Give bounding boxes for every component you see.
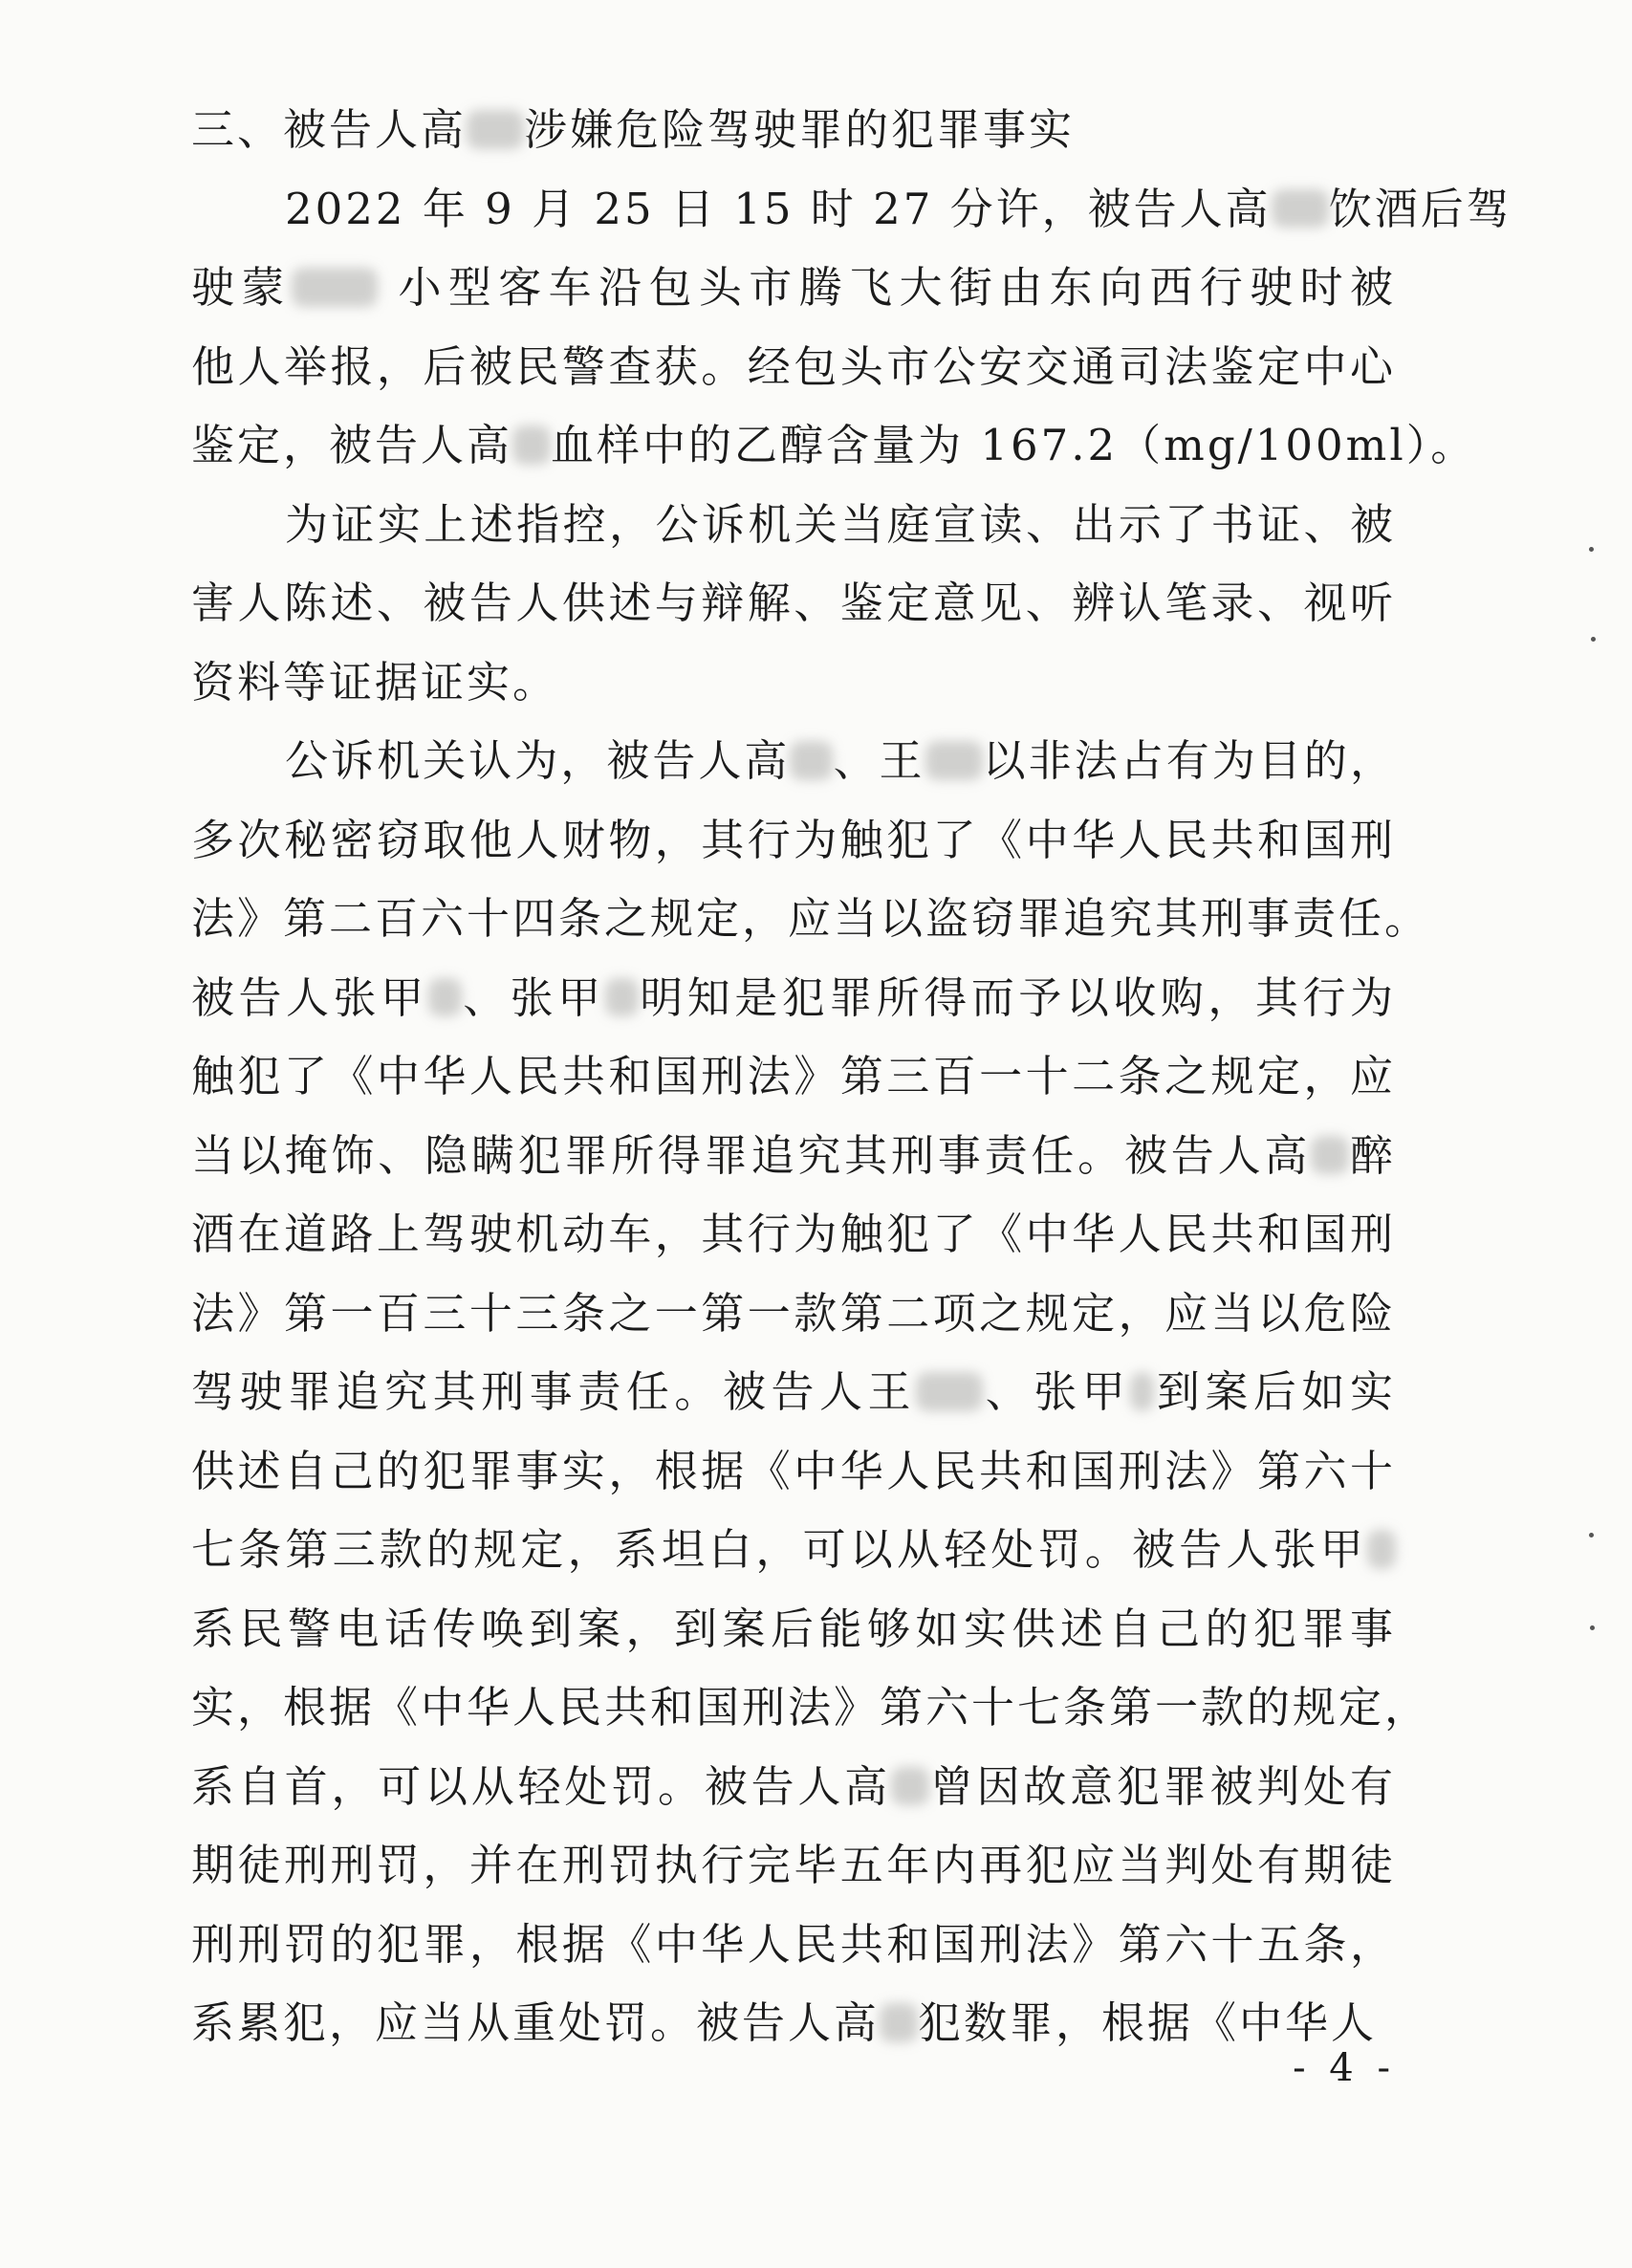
text-segment: 七条第三款的规定，系坦白，可以从轻处罚。被告人张甲 xyxy=(191,1524,1367,1575)
text-segment: 、张甲 xyxy=(461,971,605,1023)
redacted-text xyxy=(1272,189,1329,229)
text-line xyxy=(191,643,1396,723)
text-line xyxy=(191,1275,1396,1354)
text-segment: 刑刑罚的犯罪，根据《中华人民共和国刑法》第六十五条， xyxy=(191,1918,1396,1970)
text-segment: 三、被告人高 xyxy=(191,104,468,155)
text-segment: 系民警电话传唤到案，到案后能够如实供述自己的犯罪事 xyxy=(191,1603,1396,1654)
redacted-text xyxy=(1367,1530,1396,1569)
text-segment: 到案后如实 xyxy=(1154,1366,1396,1417)
text-line xyxy=(191,249,1396,328)
text-segment: 供述自己的犯罪事实，根据《中华人民共和国刑法》第六十 xyxy=(191,1445,1396,1496)
redacted-text xyxy=(467,110,524,149)
text-segment: 驶蒙 xyxy=(191,262,292,313)
text-segment: 驾驶罪追究其刑事责任。被告人王 xyxy=(191,1366,917,1417)
text-segment: 、王 xyxy=(833,735,925,786)
text-segment: 期徒刑刑罚，并在刑罚执行完毕五年内再犯应当判处有期徒 xyxy=(191,1840,1396,1890)
text-segment: 涉嫌危险驾驶罪的犯罪事实 xyxy=(524,104,1076,155)
text-line xyxy=(191,1748,1396,1827)
redacted-text xyxy=(790,741,833,780)
text-segment: 犯数罪，根据《中华人 xyxy=(918,1997,1378,2048)
redacted-text xyxy=(1130,1372,1154,1411)
text-segment: 2022 年 9 月 25 日 15 时 27 分许，被告人高 xyxy=(285,183,1272,234)
text-line xyxy=(191,1984,1396,2063)
page-number: - 4 - xyxy=(1293,2046,1396,2090)
text-segment: 醉 xyxy=(1349,1129,1396,1181)
text-segment: 小型客车沿包头市腾飞大街由东向西行驶时被 xyxy=(377,262,1396,313)
text-segment: 鉴定，被告人高 xyxy=(191,420,513,470)
text-segment: 触犯了《中华人民共和国刑法》第三百一十二条之规定，应 xyxy=(191,1051,1396,1101)
text-segment: 饮酒后驾 xyxy=(1328,183,1512,234)
redacted-text xyxy=(1311,1136,1349,1175)
scan-speck xyxy=(1589,547,1594,552)
redacted-text xyxy=(605,978,639,1017)
text-segment: 曾因故意犯罪被判处有 xyxy=(928,1760,1396,1812)
redacted-text xyxy=(512,425,551,465)
text-line xyxy=(191,486,1396,565)
text-segment: 系累犯，应当从重处罚。被告人高 xyxy=(191,1997,881,2048)
text-segment: 害人陈述、被告人供述与辩解、鉴定意见、辨认笔录、视听 xyxy=(191,578,1396,628)
text-segment: 当以掩饰、隐瞒犯罪所得罪追究其刑事责任。被告人高 xyxy=(191,1129,1312,1181)
text-line xyxy=(191,406,1477,486)
text-line xyxy=(191,880,1431,959)
text-segment: 被告人张甲 xyxy=(191,971,428,1023)
redacted-text xyxy=(916,1372,983,1411)
text-line xyxy=(191,801,1396,881)
text-segment: 多次秘密窃取他人财物，其行为触犯了《中华人民共和国刑 xyxy=(191,814,1396,865)
text-line xyxy=(191,1590,1396,1669)
text-line xyxy=(191,170,1512,250)
text-segment: 明知是犯罪所得而予以收购，其行为 xyxy=(638,971,1396,1023)
text-segment: 他人举报，后被民警查获。经包头市公安交通司法鉴定中心 xyxy=(191,340,1396,392)
text-segment: 法》第二百六十四条之规定，应当以盗窃罪追究其刑事责任。 xyxy=(191,893,1431,944)
text-line xyxy=(191,1037,1396,1117)
text-line xyxy=(191,1432,1396,1512)
text-segment: 、张甲 xyxy=(983,1366,1131,1417)
text-line xyxy=(191,1511,1396,1590)
text-line xyxy=(191,1195,1396,1275)
text-segment: 酒在道路上驾驶机动车，其行为触犯了《中华人民共和国刑 xyxy=(191,1209,1396,1259)
text-segment: 以非法占有为目的， xyxy=(982,735,1396,786)
text-segment: 实，根据《中华人民共和国刑法》第六十七条第一款的规定， xyxy=(191,1682,1431,1733)
redacted-text xyxy=(891,1767,929,1806)
redacted-text xyxy=(428,978,462,1017)
text-line xyxy=(191,1906,1396,1985)
text-segment: 公诉机关认为，被告人高 xyxy=(285,735,791,786)
text-line xyxy=(191,1668,1431,1748)
text-line xyxy=(191,722,1396,801)
text-line xyxy=(191,564,1396,643)
text-segment: 系自首，可以从轻处罚。被告人高 xyxy=(191,1760,891,1812)
redacted-text xyxy=(292,268,378,307)
body-text xyxy=(191,91,1512,2063)
scan-speck xyxy=(1590,1625,1595,1630)
text-line xyxy=(191,1353,1396,1432)
scan-speck xyxy=(1589,1533,1594,1537)
redacted-text xyxy=(925,741,983,780)
text-line xyxy=(191,91,1396,170)
text-segment: 血样中的乙醇含量为 167.2（mg/100ml）。 xyxy=(551,420,1477,470)
text-line xyxy=(191,1117,1396,1196)
text-line xyxy=(191,959,1396,1038)
text-segment: 资料等证据证实。 xyxy=(191,656,559,708)
scan-speck xyxy=(1591,637,1596,642)
text-segment: 法》第一百三十三条之一第一款第二项之规定，应当以危险 xyxy=(191,1287,1396,1339)
redacted-text xyxy=(880,2003,918,2042)
text-line xyxy=(191,1826,1396,1906)
text-segment: 为证实上述指控，公诉机关当庭宣读、出示了书证、被 xyxy=(285,498,1396,550)
text-line xyxy=(191,328,1396,407)
